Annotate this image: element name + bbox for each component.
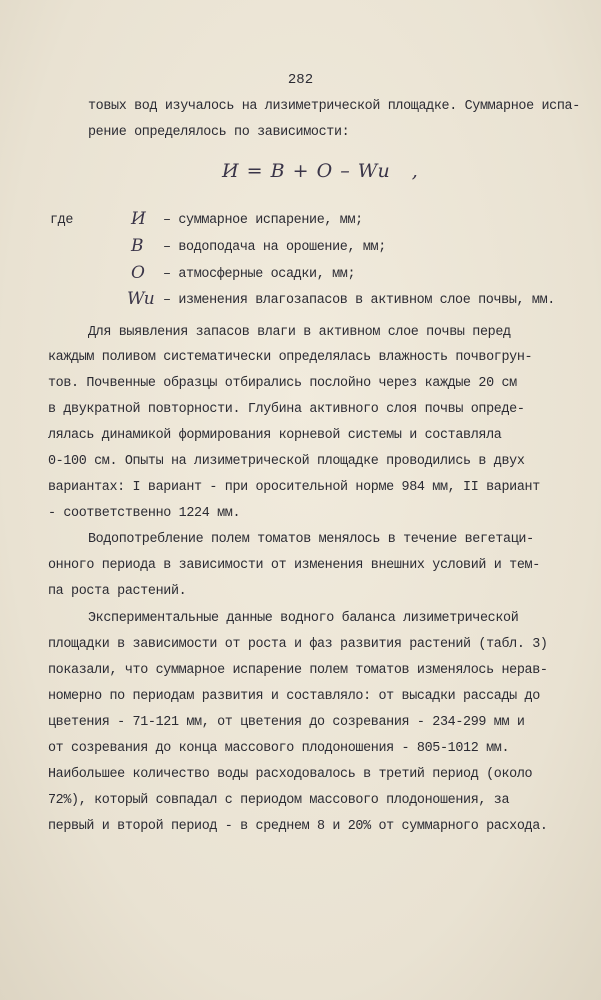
text-line: тов. Почвенные образцы отбирались послойно через каждые 20 см xyxy=(48,376,517,391)
text-line: номерно по периодам развития и составляло: от высадки рассады до xyxy=(48,689,540,704)
definition-text: – атмосферные осадки, мм; xyxy=(163,267,356,282)
text-line: 72%), который совпадал с периодом массового плодоношения, за xyxy=(48,793,510,808)
formula-o: О xyxy=(316,160,334,182)
text-line: первый и второй период - в среднем 8 и 20% от суммарного расхода. xyxy=(48,819,548,834)
text-line: - соответственно 1224 мм. xyxy=(48,506,241,521)
text-line: площадки в зависимости от роста и фаз развития растений (табл. 3) xyxy=(48,637,548,652)
text-line: 0-100 см. Опыты на лизиметрической площадке проводились в двух xyxy=(48,454,525,469)
text-line: рение определялось по зависимости: xyxy=(88,125,350,140)
evaporation-formula xyxy=(222,160,419,182)
definition-text: – изменения влагозапасов в активном слое почвы, мм. xyxy=(163,293,555,308)
definition-symbol: О xyxy=(131,263,145,283)
text-line: вариантах: I вариант - при оросительной норме 984 мм, II вариант xyxy=(48,480,540,495)
formula-plus: + xyxy=(292,160,310,182)
text-line: цветения - 71-121 мм, от цветения до созревания - 234-299 мм и xyxy=(48,715,525,730)
definition-text: – водоподача на орошение, мм; xyxy=(163,240,386,255)
formula-b: В xyxy=(270,160,286,182)
formula-equals: = xyxy=(246,160,264,182)
text-line: лялась динамикой формирования корневой системы и составляла xyxy=(48,428,502,443)
formula-lhs: И xyxy=(222,160,240,182)
definition-symbol: В xyxy=(131,236,144,256)
text-line: в двукратной повторности. Глубина активного слоя почвы опреде- xyxy=(48,402,525,417)
definition-symbol: И xyxy=(131,209,146,229)
where-label: где xyxy=(50,213,74,228)
formula-minus: – xyxy=(340,160,351,182)
text-line: Наибольшее количество воды расходовалось в третий период (около xyxy=(48,767,533,782)
text-line: показали, что суммарное испарение полем томатов изменялось нерав- xyxy=(48,663,548,678)
formula-comma: , xyxy=(411,160,419,182)
text-line: от созревания до конца массового плодоношения - 805-1012 мм. xyxy=(48,741,510,756)
text-line: Для выявления запасов влаги в активном слое почвы перед xyxy=(88,325,511,340)
text-line: Водопотребление полем томатов менялось в течение вегетаци- xyxy=(88,532,534,547)
definition-text: – суммарное испарение, мм; xyxy=(163,213,363,228)
page-number: 282 xyxy=(287,72,314,88)
text-line: онного периода в зависимости от изменения внешних условий и тем- xyxy=(48,558,540,573)
text-line: каждым поливом систематически определялась влажность почвогрун- xyxy=(48,350,533,365)
text-line: Экспериментальные данные водного баланса лизиметрической xyxy=(88,611,519,626)
text-line: па роста растений. xyxy=(48,584,187,599)
text-line: товых вод изучалось на лизиметрической площадке. Суммарное испа- xyxy=(88,99,580,114)
formula-wu: Wu xyxy=(357,160,391,182)
definition-symbol: Wu xyxy=(127,289,155,309)
